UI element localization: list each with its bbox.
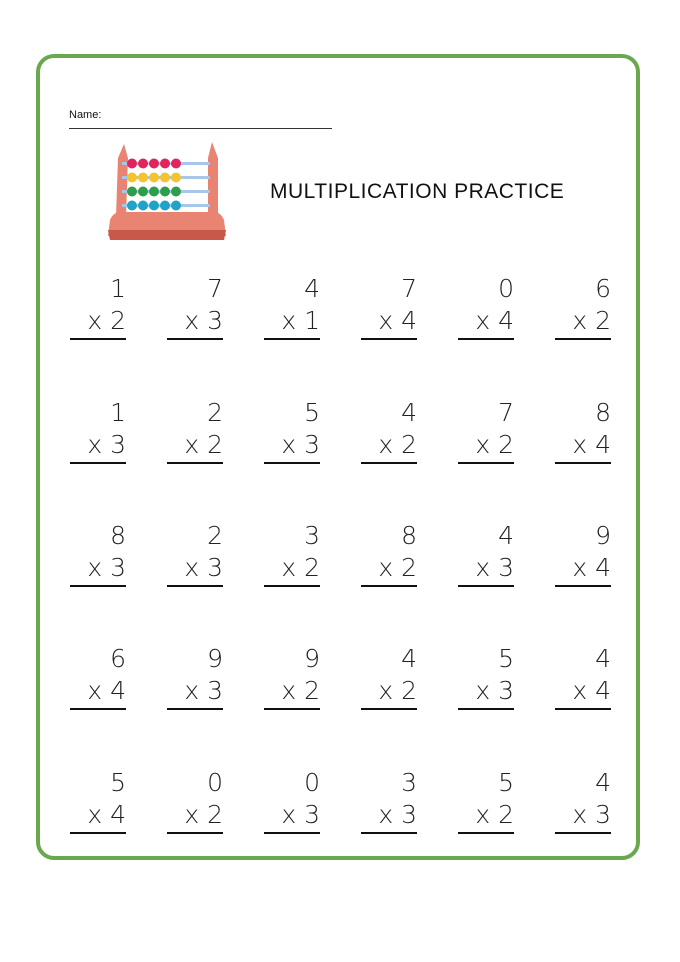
problem-item bbox=[458, 770, 514, 840]
multiplicand: 0 bbox=[498, 274, 514, 303]
answer-line bbox=[458, 832, 514, 834]
multiplier: x 2 bbox=[378, 430, 417, 459]
multiplier: x 2 bbox=[184, 800, 223, 829]
answer-line bbox=[70, 338, 126, 340]
multiplicand: 4 bbox=[401, 398, 417, 427]
multiplicand: 8 bbox=[110, 521, 126, 550]
answer-line bbox=[361, 338, 417, 340]
problem-item bbox=[264, 646, 320, 716]
multiplicand: 4 bbox=[401, 644, 417, 673]
multiplicand: 6 bbox=[110, 644, 126, 673]
problem-item bbox=[555, 523, 611, 593]
problem-item bbox=[167, 523, 223, 593]
multiplicand: 1 bbox=[110, 274, 126, 303]
multiplier: x 4 bbox=[572, 430, 611, 459]
answer-line bbox=[167, 708, 223, 710]
page-title: MULTIPLICATION PRACTICE bbox=[270, 180, 565, 203]
problem-item bbox=[458, 400, 514, 470]
multiplier: x 2 bbox=[281, 676, 320, 705]
multiplicand: 4 bbox=[304, 274, 320, 303]
multiplicand: 3 bbox=[304, 521, 320, 550]
answer-line bbox=[264, 832, 320, 834]
problem-item bbox=[361, 276, 417, 346]
multiplier: x 2 bbox=[184, 430, 223, 459]
problem-item bbox=[70, 400, 126, 470]
problem-item bbox=[70, 276, 126, 346]
multiplier: x 3 bbox=[87, 553, 126, 582]
name-label: Name: bbox=[69, 109, 102, 121]
problem-item bbox=[167, 400, 223, 470]
multiplicand: 0 bbox=[304, 768, 320, 797]
multiplicand: 7 bbox=[207, 274, 223, 303]
answer-line bbox=[458, 708, 514, 710]
problem-item bbox=[167, 646, 223, 716]
problem-item bbox=[361, 400, 417, 470]
multiplicand: 8 bbox=[595, 398, 611, 427]
multiplier: x 2 bbox=[475, 430, 514, 459]
answer-line bbox=[458, 585, 514, 587]
problem-item bbox=[458, 646, 514, 716]
multiplier: x 3 bbox=[281, 430, 320, 459]
multiplicand: 2 bbox=[207, 398, 223, 427]
problem-item bbox=[361, 770, 417, 840]
multiplicand: 9 bbox=[595, 521, 611, 550]
answer-line bbox=[555, 338, 611, 340]
problem-item bbox=[167, 276, 223, 346]
problem-item bbox=[167, 770, 223, 840]
problem-item bbox=[264, 523, 320, 593]
multiplier: x 3 bbox=[87, 430, 126, 459]
multiplier: x 3 bbox=[184, 676, 223, 705]
multiplier: x 4 bbox=[572, 553, 611, 582]
multiplicand: 4 bbox=[595, 644, 611, 673]
multiplier: x 3 bbox=[572, 800, 611, 829]
problem-item bbox=[555, 400, 611, 470]
answer-line bbox=[264, 708, 320, 710]
multiplier: x 4 bbox=[87, 676, 126, 705]
problem-item bbox=[555, 770, 611, 840]
answer-line bbox=[70, 832, 126, 834]
answer-line bbox=[70, 585, 126, 587]
multiplicand: 4 bbox=[498, 521, 514, 550]
multiplicand: 5 bbox=[304, 398, 320, 427]
multiplier: x 4 bbox=[572, 676, 611, 705]
multiplier: x 2 bbox=[572, 306, 611, 335]
answer-line bbox=[361, 462, 417, 464]
multiplicand: 9 bbox=[207, 644, 223, 673]
problem-item bbox=[264, 770, 320, 840]
multiplicand: 4 bbox=[595, 768, 611, 797]
answer-line bbox=[264, 462, 320, 464]
answer-line bbox=[264, 585, 320, 587]
multiplicand: 8 bbox=[401, 521, 417, 550]
answer-line bbox=[167, 462, 223, 464]
multiplicand: 0 bbox=[207, 768, 223, 797]
answer-line bbox=[167, 832, 223, 834]
name-write-line bbox=[69, 128, 332, 129]
multiplicand: 9 bbox=[304, 644, 320, 673]
problem-item bbox=[264, 400, 320, 470]
problem-item bbox=[70, 646, 126, 716]
answer-line bbox=[361, 585, 417, 587]
problem-item bbox=[458, 523, 514, 593]
multiplier: x 3 bbox=[281, 800, 320, 829]
answer-line bbox=[555, 708, 611, 710]
multiplier: x 4 bbox=[87, 800, 126, 829]
multiplicand: 7 bbox=[498, 398, 514, 427]
answer-line bbox=[70, 462, 126, 464]
answer-line bbox=[70, 708, 126, 710]
multiplicand: 5 bbox=[498, 644, 514, 673]
problem-item bbox=[361, 646, 417, 716]
abacus-icon bbox=[104, 138, 228, 244]
answer-line bbox=[167, 585, 223, 587]
multiplier: x 2 bbox=[87, 306, 126, 335]
multiplier: x 4 bbox=[378, 306, 417, 335]
answer-line bbox=[361, 708, 417, 710]
problem-item bbox=[70, 770, 126, 840]
multiplier: x 3 bbox=[378, 800, 417, 829]
multiplicand: 5 bbox=[110, 768, 126, 797]
answer-line bbox=[361, 832, 417, 834]
answer-line bbox=[555, 462, 611, 464]
multiplier: x 2 bbox=[378, 676, 417, 705]
answer-line bbox=[458, 462, 514, 464]
multiplier: x 2 bbox=[281, 553, 320, 582]
multiplier: x 4 bbox=[475, 306, 514, 335]
answer-line bbox=[264, 338, 320, 340]
answer-line bbox=[458, 338, 514, 340]
problem-item bbox=[70, 523, 126, 593]
multiplicand: 2 bbox=[207, 521, 223, 550]
multiplier: x 2 bbox=[475, 800, 514, 829]
multiplicand: 3 bbox=[401, 768, 417, 797]
multiplicand: 5 bbox=[498, 768, 514, 797]
answer-line bbox=[167, 338, 223, 340]
multiplicand: 7 bbox=[401, 274, 417, 303]
multiplicand: 6 bbox=[595, 274, 611, 303]
answer-line bbox=[555, 832, 611, 834]
multiplier: x 3 bbox=[475, 553, 514, 582]
multiplier: x 2 bbox=[378, 553, 417, 582]
multiplier: x 3 bbox=[184, 306, 223, 335]
problem-item bbox=[555, 646, 611, 716]
problem-item bbox=[458, 276, 514, 346]
problem-item bbox=[361, 523, 417, 593]
answer-line bbox=[555, 585, 611, 587]
multiplier: x 3 bbox=[475, 676, 514, 705]
multiplicand: 1 bbox=[110, 398, 126, 427]
multiplier: x 3 bbox=[184, 553, 223, 582]
problem-item bbox=[264, 276, 320, 346]
problem-item bbox=[555, 276, 611, 346]
multiplier: x 1 bbox=[281, 306, 320, 335]
